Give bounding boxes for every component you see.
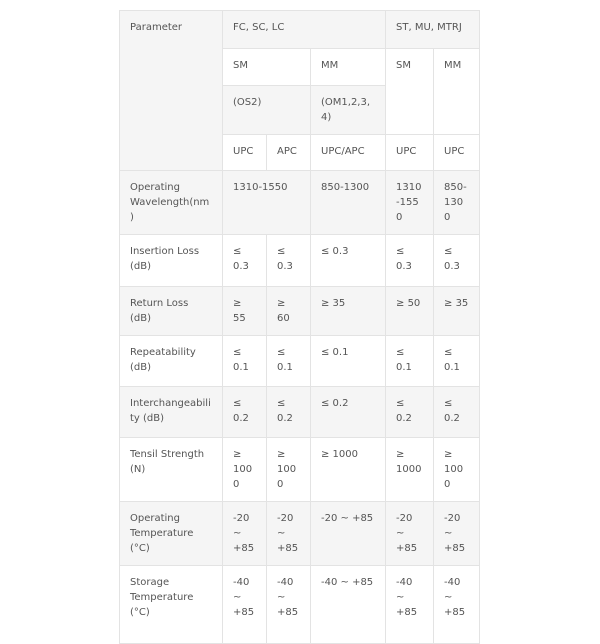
table-cell: -40 ~ +85 bbox=[311, 566, 386, 644]
table-cell: ≤ 0.3 bbox=[386, 235, 434, 287]
header-group-fc-sc-lc: FC, SC, LC bbox=[223, 11, 386, 49]
header-sm-2: SM bbox=[386, 49, 434, 135]
table-cell: 1310-1550 bbox=[386, 171, 434, 235]
table-cell: -40 ~ +85 bbox=[386, 566, 434, 644]
table-cell: -20 ~ +85 bbox=[386, 502, 434, 566]
row-label: Storage Temperature (°C) bbox=[120, 566, 223, 644]
row-label: Operating Temperature (°C) bbox=[120, 502, 223, 566]
table-cell: 850-1300 bbox=[311, 171, 386, 235]
table-cell: -20 ~ +85 bbox=[311, 502, 386, 566]
table-cell: ≥ 1000 bbox=[386, 438, 434, 502]
header-os2: (OS2) bbox=[223, 86, 311, 135]
table-cell: ≤ 0.3 bbox=[311, 235, 386, 287]
header-parameter: Parameter bbox=[120, 11, 223, 171]
table-cell: ≥ 35 bbox=[311, 287, 386, 336]
row-label: Return Loss (dB) bbox=[120, 287, 223, 336]
table-cell: ≤ 0.1 bbox=[434, 336, 480, 387]
table-row bbox=[120, 171, 480, 235]
table-cell: -40 ~ +85 bbox=[223, 566, 267, 644]
table-cell: ≤ 0.2 bbox=[434, 387, 480, 438]
table-cell: ≤ 0.1 bbox=[311, 336, 386, 387]
row-label: Insertion Loss (dB) bbox=[120, 235, 223, 287]
table-row bbox=[120, 287, 480, 336]
header-polish: UPC bbox=[223, 135, 267, 171]
table-cell: -20 ~ +85 bbox=[267, 502, 311, 566]
table-row bbox=[120, 387, 480, 438]
table-cell: 850-1300 bbox=[434, 171, 480, 235]
table-cell: ≥ 35 bbox=[434, 287, 480, 336]
table-cell: ≥ 1000 bbox=[311, 438, 386, 502]
header-sm: SM bbox=[223, 49, 311, 86]
table-cell: 1310-1550 bbox=[223, 171, 311, 235]
table-cell: ≥ 55 bbox=[223, 287, 267, 336]
table-row bbox=[120, 502, 480, 566]
table-row bbox=[120, 235, 480, 287]
table-cell: ≤ 0.1 bbox=[386, 336, 434, 387]
row-label: Tensil Strength (N) bbox=[120, 438, 223, 502]
table-row bbox=[120, 336, 480, 387]
table-cell: ≥ 60 bbox=[267, 287, 311, 336]
table-cell: ≤ 0.3 bbox=[223, 235, 267, 287]
row-label: Interchangeability (dB) bbox=[120, 387, 223, 438]
table-row bbox=[120, 438, 480, 502]
table-row bbox=[120, 566, 480, 644]
table-cell: -20 ~ +85 bbox=[223, 502, 267, 566]
row-label: Operating Wavelength(nm) bbox=[120, 171, 223, 235]
header-group-st-mu-mtrj: ST, MU, MTRJ bbox=[386, 11, 480, 49]
table-cell: ≥ 50 bbox=[386, 287, 434, 336]
header-polish: UPC bbox=[386, 135, 434, 171]
table-cell: -40 ~ +85 bbox=[267, 566, 311, 644]
row-label: Repeatability (dB) bbox=[120, 336, 223, 387]
header-mm: MM bbox=[311, 49, 386, 86]
spec-table bbox=[119, 10, 480, 644]
header-polish: UPC/APC bbox=[311, 135, 386, 171]
table-cell: ≤ 0.2 bbox=[386, 387, 434, 438]
table-cell: -40 ~ +85 bbox=[434, 566, 480, 644]
table-cell: ≤ 0.2 bbox=[223, 387, 267, 438]
header-polish: APC bbox=[267, 135, 311, 171]
table-cell: ≤ 0.2 bbox=[311, 387, 386, 438]
table-cell: ≥ 1000 bbox=[434, 438, 480, 502]
table-cell: ≤ 0.1 bbox=[267, 336, 311, 387]
header-polish: UPC bbox=[434, 135, 480, 171]
table-cell: -20 ~ +85 bbox=[434, 502, 480, 566]
header-mm-2: MM bbox=[434, 49, 480, 135]
table-cell: ≤ 0.3 bbox=[434, 235, 480, 287]
table-cell: ≤ 0.2 bbox=[267, 387, 311, 438]
table-cell: ≥ 1000 bbox=[267, 438, 311, 502]
table-cell: ≥ 1000 bbox=[223, 438, 267, 502]
table-cell: ≤ 0.3 bbox=[267, 235, 311, 287]
table-cell: ≤ 0.1 bbox=[223, 336, 267, 387]
header-om: (OM1,2,3,4) bbox=[311, 86, 386, 135]
